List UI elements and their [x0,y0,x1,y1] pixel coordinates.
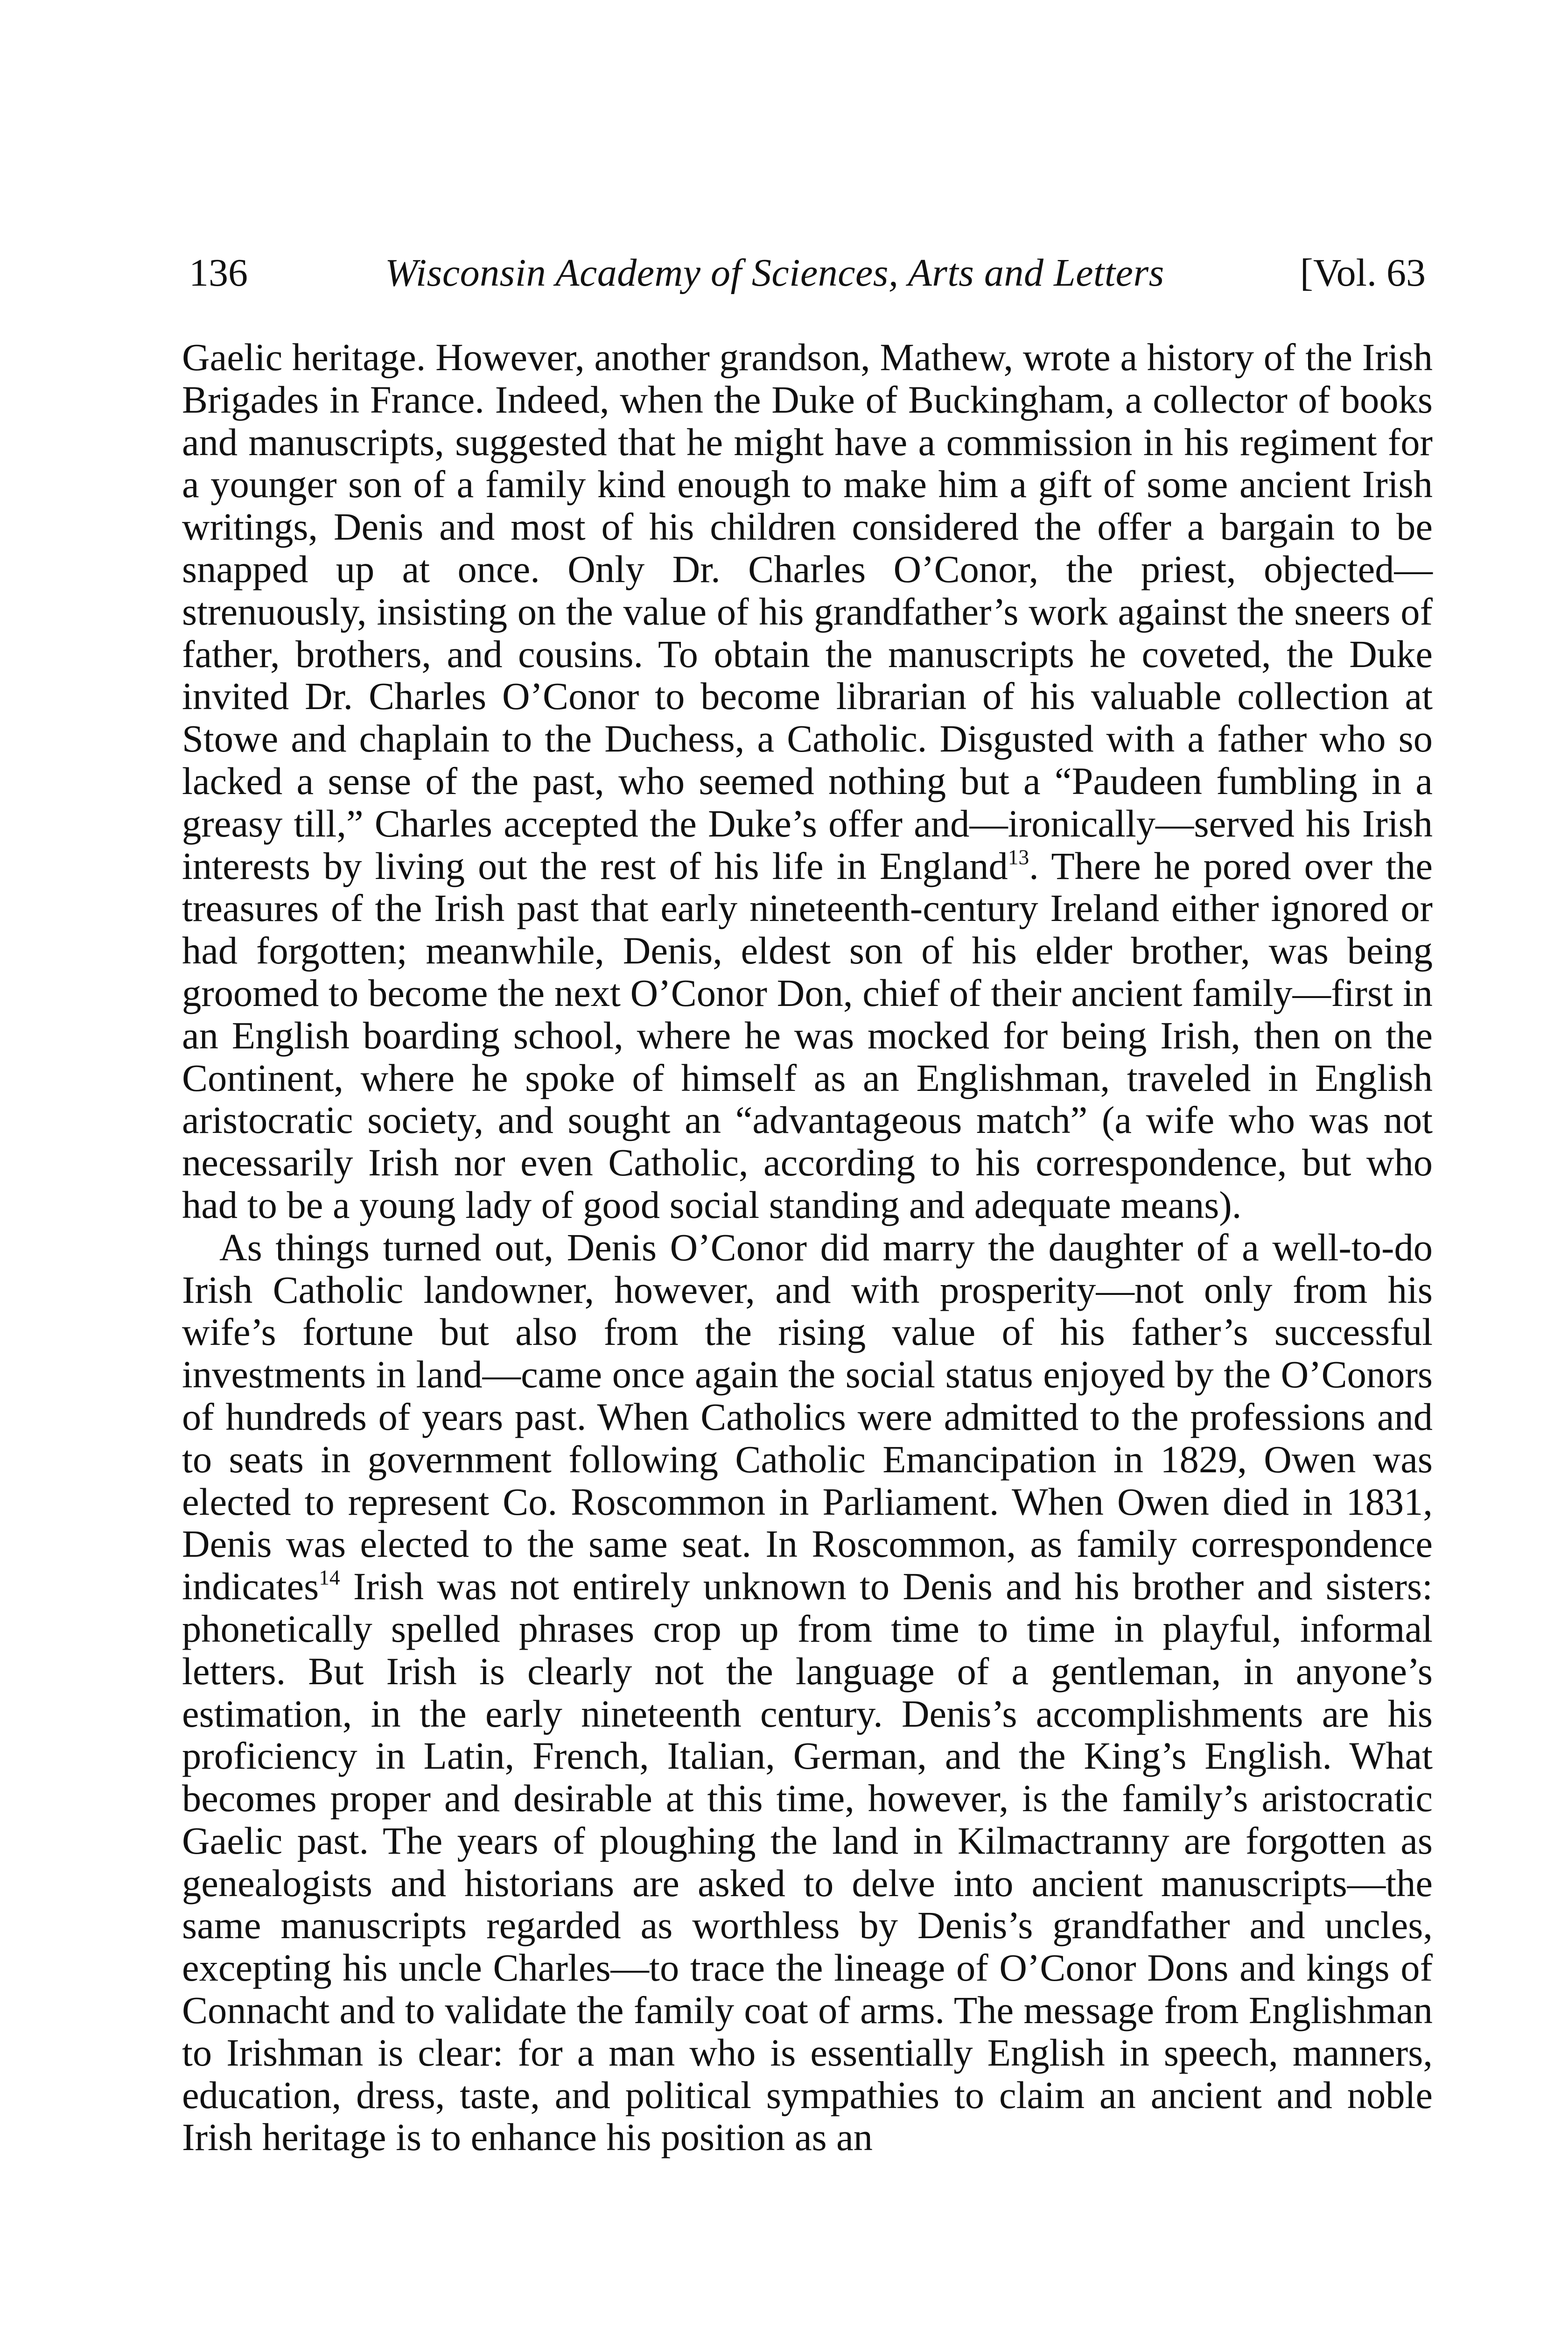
footnote-ref-14[interactable]: 14 [319,1566,340,1589]
journal-title: Wisconsin Academy of Sciences, Arts and Letters [385,251,1164,295]
paragraph-text: As things turned out, Denis O’Conor did marry the daughter of a well-to-do Irish Catholic landowner, however, and with prosperity—not only from his wife’s fortune but also from the rising value of his father’s successful investments in land—came once again the social status enjoyed by the O’Conors of hundreds of years past. When Catholics were admitted to the professions and to seats in government following Catholic Emancipation in 1829, Owen was elected to represent Co. Roscommon in Parliament. When Owen died in 1831, Denis was elected to the same seat. In Roscommon, as family correspondence indicates [182,1225,1433,1608]
page-number: 136 [189,251,248,295]
paragraph [182,336,1433,1226]
running-header [189,247,1426,299]
article-body [182,336,1433,2158]
paragraph-text: Gaelic heritage. However, another grandson, Mathew, wrote a history of the Irish Brigades in France. Indeed, when the Duke of Buckingham, a collector of books and manuscripts, suggested that he might have a commission in his regiment for a younger son of a family kind enough to make him a gift of some ancient Irish writings, Denis and most of his children considered the offer a bargain to be snapped up at once. Only Dr. Charles O’Conor, the priest, objected—strenuously, insisting on the value of his grandfather’s work against the sneers of father, brothers, and cousins. To obtain the manuscripts he coveted, the Duke invited Dr. Charles O’Conor to become librarian of his valuable collection at Stowe and chaplain to the Duchess, a Catholic. Disgusted with a father who so lacked a sense of the past, who seemed nothing but a “Paudeen fumbling in a greasy till,” Charles accepted the Duke’s offer and—ironically—served his Irish interests by living out the rest of his life in England [182,336,1433,887]
paragraph-text: . There he pored over the treasures of the Irish past that early nineteenth-century Ireland either ignored or had forgotten; meanwhile, Denis, eldest son of his elder brother, was being groomed to become the next O’Conor Don, chief of their ancient family—first in an English boarding school, where he was mocked for being Irish, then on the Continent, where he spoke of himself as an Englishman, traveled in English aristocratic society, and sought an “advantageous match” (a wife who was not necessarily Irish nor even Catholic, according to his correspondence, but who had to be a young lady of good social standing and adequate means). [182,844,1433,1226]
footnote-ref-13[interactable]: 13 [1008,845,1029,869]
paragraph-text: Irish was not entirely unknown to Denis and his brother and sisters: phonetically spelled phrases crop up from time to time in playful, informal letters. But Irish is clearly not the language of a gentleman, in anyone’s estimation, in the early nineteenth century. Denis’s accomplishments are his proficiency in Latin, French, Italian, German, and the King’s English. What becomes proper and desirable at this time, however, is the family’s aristocratic Gaelic past. The years of ploughing the land in Kilmactranny are forgotten as genealogists and historians are asked to delve into ancient manuscripts—the same manuscripts regarded as worthless by Denis’s grandfather and uncles, excepting his uncle Charles—to trace the lineage of O’Conor Dons and kings of Connacht and to validate the family coat of arms. The message from Englishman to Irishman is clear: for a man who is essentially English in speech, manners, education, dress, taste, and political sympathies to claim an ancient and noble Irish heritage is to enhance his position as an [182,1565,1433,2159]
volume-label: [Vol. 63 [1300,251,1426,295]
paragraph [182,1226,1433,2159]
